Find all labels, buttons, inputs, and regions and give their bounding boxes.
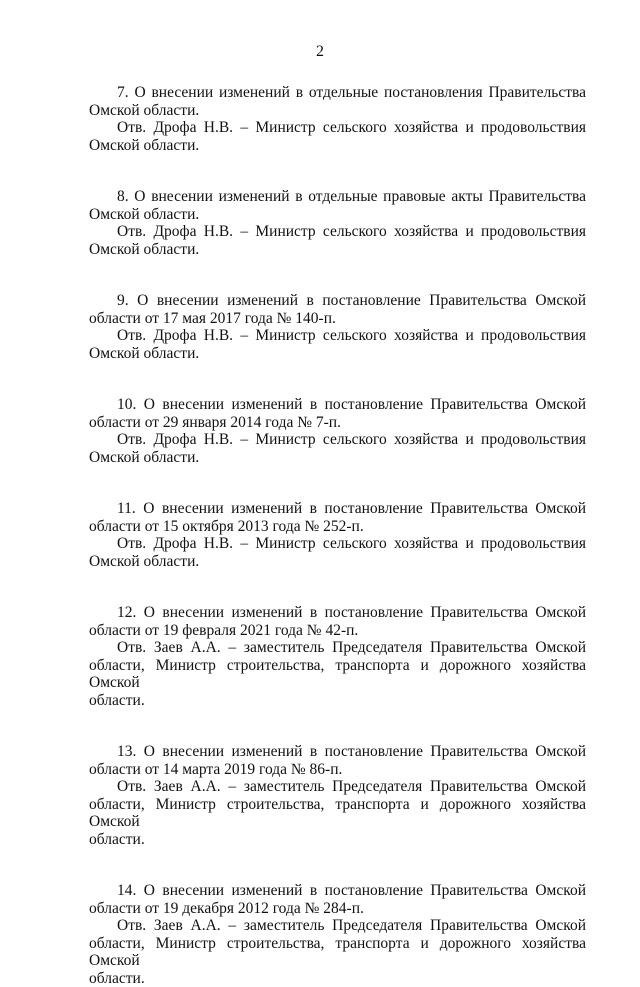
item-title-line: 13. О внесении изменений в постановление Правительства Омской bbox=[89, 743, 586, 761]
item-title-line: 10. О внесении изменений в постановление Правительства Омской bbox=[89, 396, 586, 414]
responsible-line: области, Министр строительства, транспорта и дорожного хозяйства Омской bbox=[89, 657, 586, 692]
document-body bbox=[89, 84, 586, 987]
item-title-line: 11. О внесении изменений в постановление Правительства Омской bbox=[89, 500, 586, 518]
item-title-line: 8. О внесении изменений в отдельные правовые акты Правительства bbox=[89, 188, 586, 206]
item-title-line: Омской области. bbox=[89, 206, 586, 224]
responsible-line: Отв. Дрофа Н.В. – Министр сельского хозяйства и продовольствия bbox=[89, 327, 586, 345]
agenda-item-13 bbox=[89, 743, 586, 848]
responsible-line: Отв. Дрофа Н.В. – Министр сельского хозяйства и продовольствия bbox=[89, 223, 586, 241]
responsible-line: Отв. Заев А.А. – заместитель Председателя Правительства Омской bbox=[89, 778, 586, 796]
item-title-line: 14. О внесении изменений в постановление Правительства Омской bbox=[89, 882, 586, 900]
agenda-item-9 bbox=[89, 292, 586, 362]
responsible-line: Отв. Дрофа Н.В. – Министр сельского хозяйства и продовольствия bbox=[89, 535, 586, 553]
responsible-line: области. bbox=[89, 970, 586, 987]
responsible-line: Омской области. bbox=[89, 553, 586, 571]
item-title-line: Омской области. bbox=[89, 102, 586, 120]
agenda-item-11 bbox=[89, 500, 586, 570]
item-title-line: 12. О внесении изменений в постановление Правительства Омской bbox=[89, 604, 586, 622]
responsible-line: Отв. Дрофа Н.В. – Министр сельского хозяйства и продовольствия bbox=[89, 119, 586, 137]
item-title-line: области от 19 декабря 2012 года № 284-п. bbox=[89, 900, 586, 918]
responsible-line: Отв. Дрофа Н.В. – Министр сельского хозяйства и продовольствия bbox=[89, 431, 586, 449]
agenda-item-7 bbox=[89, 84, 586, 154]
item-title-line: области от 14 марта 2019 года № 86-п. bbox=[89, 761, 586, 779]
responsible-line: области. bbox=[89, 692, 586, 710]
item-title-line: области от 19 февраля 2021 года № 42-п. bbox=[89, 622, 586, 640]
responsible-line: Омской области. bbox=[89, 449, 586, 467]
agenda-item-10 bbox=[89, 396, 586, 466]
responsible-line: области. bbox=[89, 831, 586, 849]
agenda-item-8 bbox=[89, 188, 586, 258]
responsible-line: Омской области. bbox=[89, 345, 586, 363]
responsible-line: Омской области. bbox=[89, 137, 586, 155]
agenda-item-14 bbox=[89, 882, 586, 987]
item-title-line: 7. О внесении изменений в отдельные постановления Правительства bbox=[89, 84, 586, 102]
page-number: 2 bbox=[0, 42, 640, 62]
responsible-line: Отв. Заев А.А. – заместитель Председателя Правительства Омской bbox=[89, 639, 586, 657]
item-title-line: 9. О внесении изменений в постановление Правительства Омской bbox=[89, 292, 586, 310]
responsible-line: области, Министр строительства, транспорта и дорожного хозяйства Омской bbox=[89, 796, 586, 831]
responsible-line: Омской области. bbox=[89, 241, 586, 259]
responsible-line: области, Министр строительства, транспорта и дорожного хозяйства Омской bbox=[89, 935, 586, 970]
item-title-line: области от 29 января 2014 года № 7-п. bbox=[89, 414, 586, 432]
item-title-line: области от 17 мая 2017 года № 140-п. bbox=[89, 310, 586, 328]
item-title-line: области от 15 октября 2013 года № 252-п. bbox=[89, 518, 586, 536]
responsible-line: Отв. Заев А.А. – заместитель Председателя Правительства Омской bbox=[89, 917, 586, 935]
agenda-item-12 bbox=[89, 604, 586, 709]
